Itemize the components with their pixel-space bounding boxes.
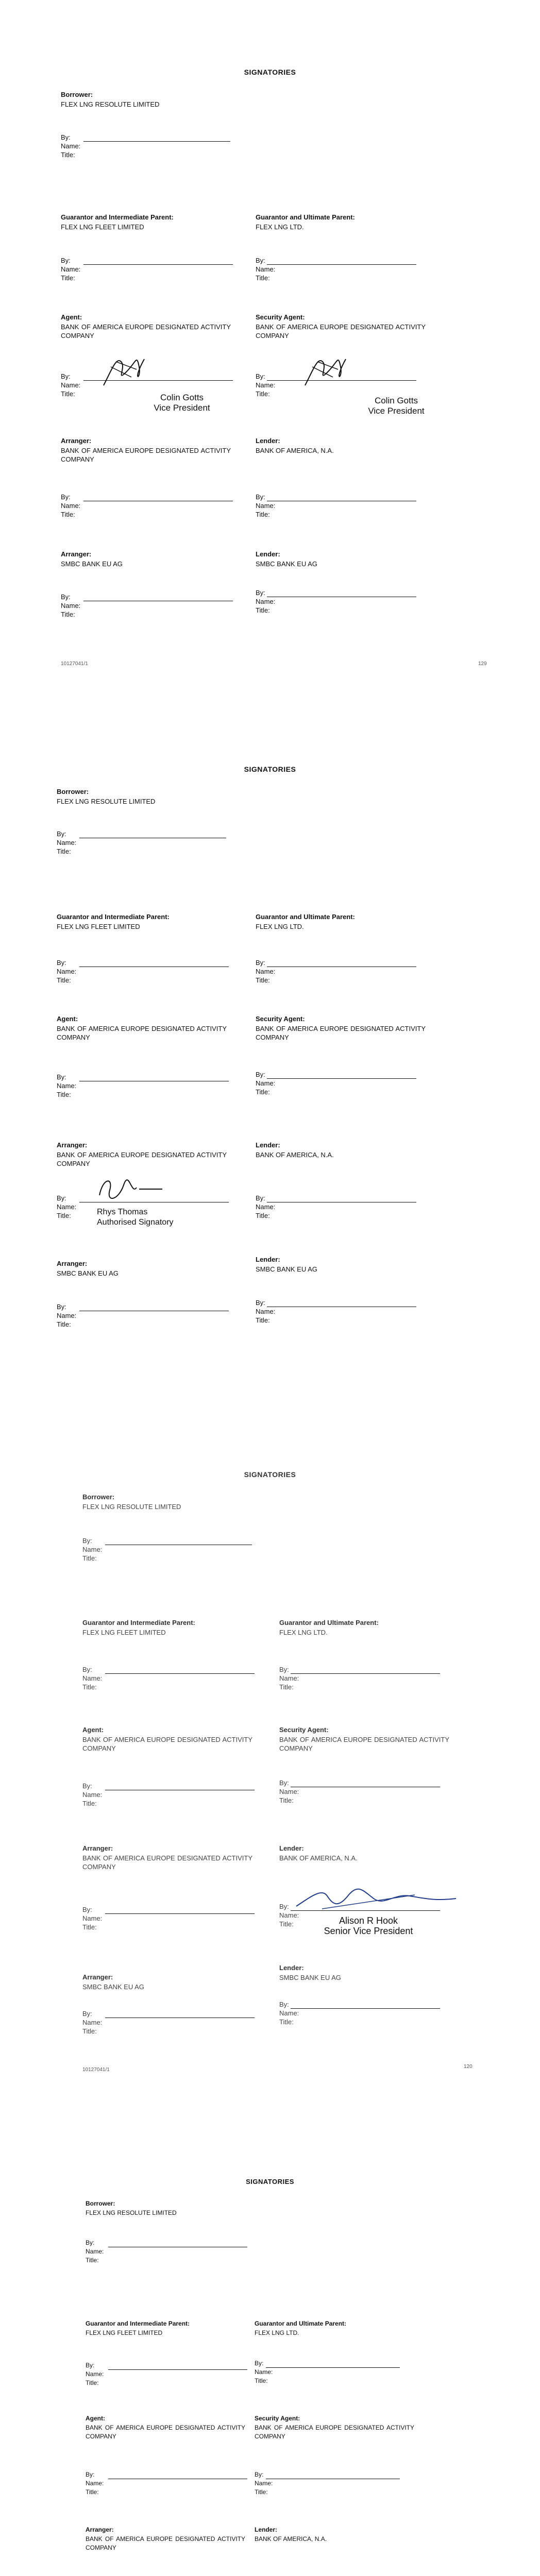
guarantor-intermediate-block: Guarantor and Intermediate Parent: FLEX LNG FLEET LIMITED (61, 213, 174, 231)
borrower-block: Borrower: FLEX LNG RESOLUTE LIMITED (61, 91, 160, 108)
footer-reference: 10127041/1 (82, 2067, 110, 2073)
lender-block: Lender: BANK OF AMERICA, N.A. (279, 1844, 358, 1862)
page-title: SIGNATORIES (246, 2178, 294, 2185)
signer-lender: Alison R Hook Senior Vice President (324, 1916, 413, 1936)
guarantor-intermediate-block: Guarantor and Intermediate Parent: FLEX LNG FLEET LIMITED (82, 1619, 195, 1636)
security-agent-signature: By: Name: Title: (279, 1778, 440, 1805)
lender2-signature: By: Name: Title: (279, 2000, 440, 2026)
borrower-signature-block: By: Name: Title: (86, 2239, 247, 2265)
page-3 (0, 1406, 540, 2110)
arranger-block: Arranger: BANK OF AMERICA EUROPE DESIGNATED ACTIVITY COMPANY (86, 2526, 245, 2551)
guarantor-intermediate-signature: By: Name: Title: (86, 2361, 247, 2387)
guarantor-intermediate-signature: By: Name: Title: (61, 256, 233, 282)
signer-agent: Colin Gotts Vice President (154, 393, 210, 413)
lender-signature: By: Name: Title: (279, 1902, 440, 1928)
agent-signature: By: Name: Title: (61, 372, 233, 398)
security-agent-signature: By: Name: Title: (255, 2470, 400, 2497)
arranger-block: Arranger: BANK OF AMERICA EUROPE DESIGNATED ACTIVITY COMPANY (57, 1141, 227, 1167)
lender2-block: Lender: SMBC BANK EU AG (279, 1964, 341, 1981)
guarantor-ultimate-block: Guarantor and Ultimate Parent: FLEX LNG LTD. (256, 213, 355, 231)
guarantor-ultimate-block: Guarantor and Ultimate Parent: FLEX LNG LTD. (256, 913, 355, 930)
guarantor-ultimate-signature: By: Name: Title: (279, 1665, 440, 1691)
page-title: SIGNATORIES (244, 1470, 296, 1479)
arranger-block: Arranger: BANK OF AMERICA EUROPE DESIGNATED ACTIVITY COMPANY (82, 1844, 252, 1871)
lender-signature: By: Name: Title: (256, 1194, 416, 1220)
security-agent-block: Security Agent: BANK OF AMERICA EUROPE DESIGNATED ACTIVITY COMPANY (255, 2415, 414, 2440)
lender2-signature: By: Name: Title: (256, 1298, 416, 1325)
security-agent-signature: By: Name: Title: (256, 1070, 416, 1096)
arranger-signature: By: Name: Title: (61, 493, 233, 519)
lender-signature: By: Name: Title: (256, 493, 416, 519)
page-title: SIGNATORIES (244, 765, 296, 773)
borrower-signature-block: By: Name: Title: (61, 133, 230, 159)
lender2-block: Lender: SMBC BANK EU AG (256, 1256, 317, 1273)
page-1 (0, 0, 540, 703)
security-agent-block: Security Agent: BANK OF AMERICA EUROPE DESIGNATED ACTIVITY COMPANY (279, 1726, 449, 1752)
agent-block: Agent: BANK OF AMERICA EUROPE DESIGNATED ACTIVITY COMPANY (61, 313, 231, 340)
guarantor-intermediate-signature: By: Name: Title: (57, 958, 229, 985)
lender2-signature: By: Name: Title: (256, 588, 416, 615)
borrower-block: Borrower: FLEX LNG RESOLUTE LIMITED (86, 2200, 177, 2216)
lender-block: Lender: BANK OF AMERICA, N.A. (256, 1141, 334, 1159)
security-agent-block: Security Agent: BANK OF AMERICA EUROPE DESIGNATED ACTIVITY COMPANY (256, 1015, 426, 1041)
arranger2-block: Arranger: SMBC BANK EU AG (61, 550, 123, 568)
guarantor-intermediate-block: Guarantor and Intermediate Parent: FLEX LNG FLEET LIMITED (57, 913, 170, 930)
footer-reference: 10127041/1 (61, 661, 88, 667)
agent-signature: By: Name: Title: (82, 1782, 255, 1808)
borrower-signature-block: By: Name: Title: (82, 1536, 252, 1563)
security-agent-signature: By: Name: Title: (256, 372, 416, 398)
signer-security-agent: Colin Gotts Vice President (368, 396, 425, 416)
guarantor-ultimate-block: Guarantor and Ultimate Parent: FLEX LNG LTD. (255, 2320, 347, 2336)
arranger-signature: By: Name: Title: (57, 1194, 229, 1220)
agent-signature: By: Name: Title: (57, 1073, 229, 1099)
signer-arranger: Rhys Thomas Authorised Signatory (97, 1208, 174, 1227)
guarantor-intermediate-signature: By: Name: Title: (82, 1665, 255, 1691)
arranger-block: Arranger: BANK OF AMERICA EUROPE DESIGNATED ACTIVITY COMPANY (61, 437, 231, 463)
borrower-signature-block: By: Name: Title: (57, 829, 226, 856)
agent-signature: By: Name: Title: (86, 2470, 247, 2497)
arranger2-block: Arranger: SMBC BANK EU AG (82, 1973, 144, 1991)
security-agent-block: Security Agent: BANK OF AMERICA EUROPE DESIGNATED ACTIVITY COMPANY (256, 313, 426, 340)
arranger2-block: Arranger: SMBC BANK EU AG (57, 1260, 119, 1277)
guarantor-ultimate-signature: By: Name: Title: (255, 2359, 400, 2385)
arranger2-signature: By: Name: Title: (82, 2009, 255, 2036)
guarantor-intermediate-block: Guarantor and Intermediate Parent: FLEX LNG FLEET LIMITED (86, 2320, 190, 2336)
arranger2-signature: By: Name: Title: (61, 592, 233, 619)
footer-page-number: 129 (478, 661, 487, 667)
lender-block: Lender: BANK OF AMERICA, N.A. (256, 437, 334, 454)
agent-block: Agent: BANK OF AMERICA EUROPE DESIGNATED ACTIVITY COMPANY (57, 1015, 227, 1041)
lender-block: Lender: BANK OF AMERICA, N.A. (255, 2526, 327, 2543)
agent-block: Agent: BANK OF AMERICA EUROPE DESIGNATED ACTIVITY COMPANY (86, 2415, 245, 2440)
page-title: SIGNATORIES (244, 68, 296, 76)
page-2 (0, 703, 540, 1406)
borrower-block: Borrower: FLEX LNG RESOLUTE LIMITED (57, 788, 156, 805)
arranger-signature: By: Name: Title: (82, 1905, 255, 1931)
footer-page-number: 120 (464, 2064, 472, 2070)
guarantor-ultimate-signature: By: Name: Title: (256, 958, 416, 985)
guarantor-ultimate-signature: By: Name: Title: (256, 256, 416, 282)
borrower-block: Borrower: FLEX LNG RESOLUTE LIMITED (82, 1493, 181, 1511)
arranger2-signature: By: Name: Title: (57, 1302, 229, 1329)
lender2-block: Lender: SMBC BANK EU AG (256, 550, 317, 568)
page-4 (0, 2110, 540, 2576)
guarantor-ultimate-block: Guarantor and Ultimate Parent: FLEX LNG LTD. (279, 1619, 379, 1636)
agent-block: Agent: BANK OF AMERICA EUROPE DESIGNATED ACTIVITY COMPANY (82, 1726, 252, 1752)
